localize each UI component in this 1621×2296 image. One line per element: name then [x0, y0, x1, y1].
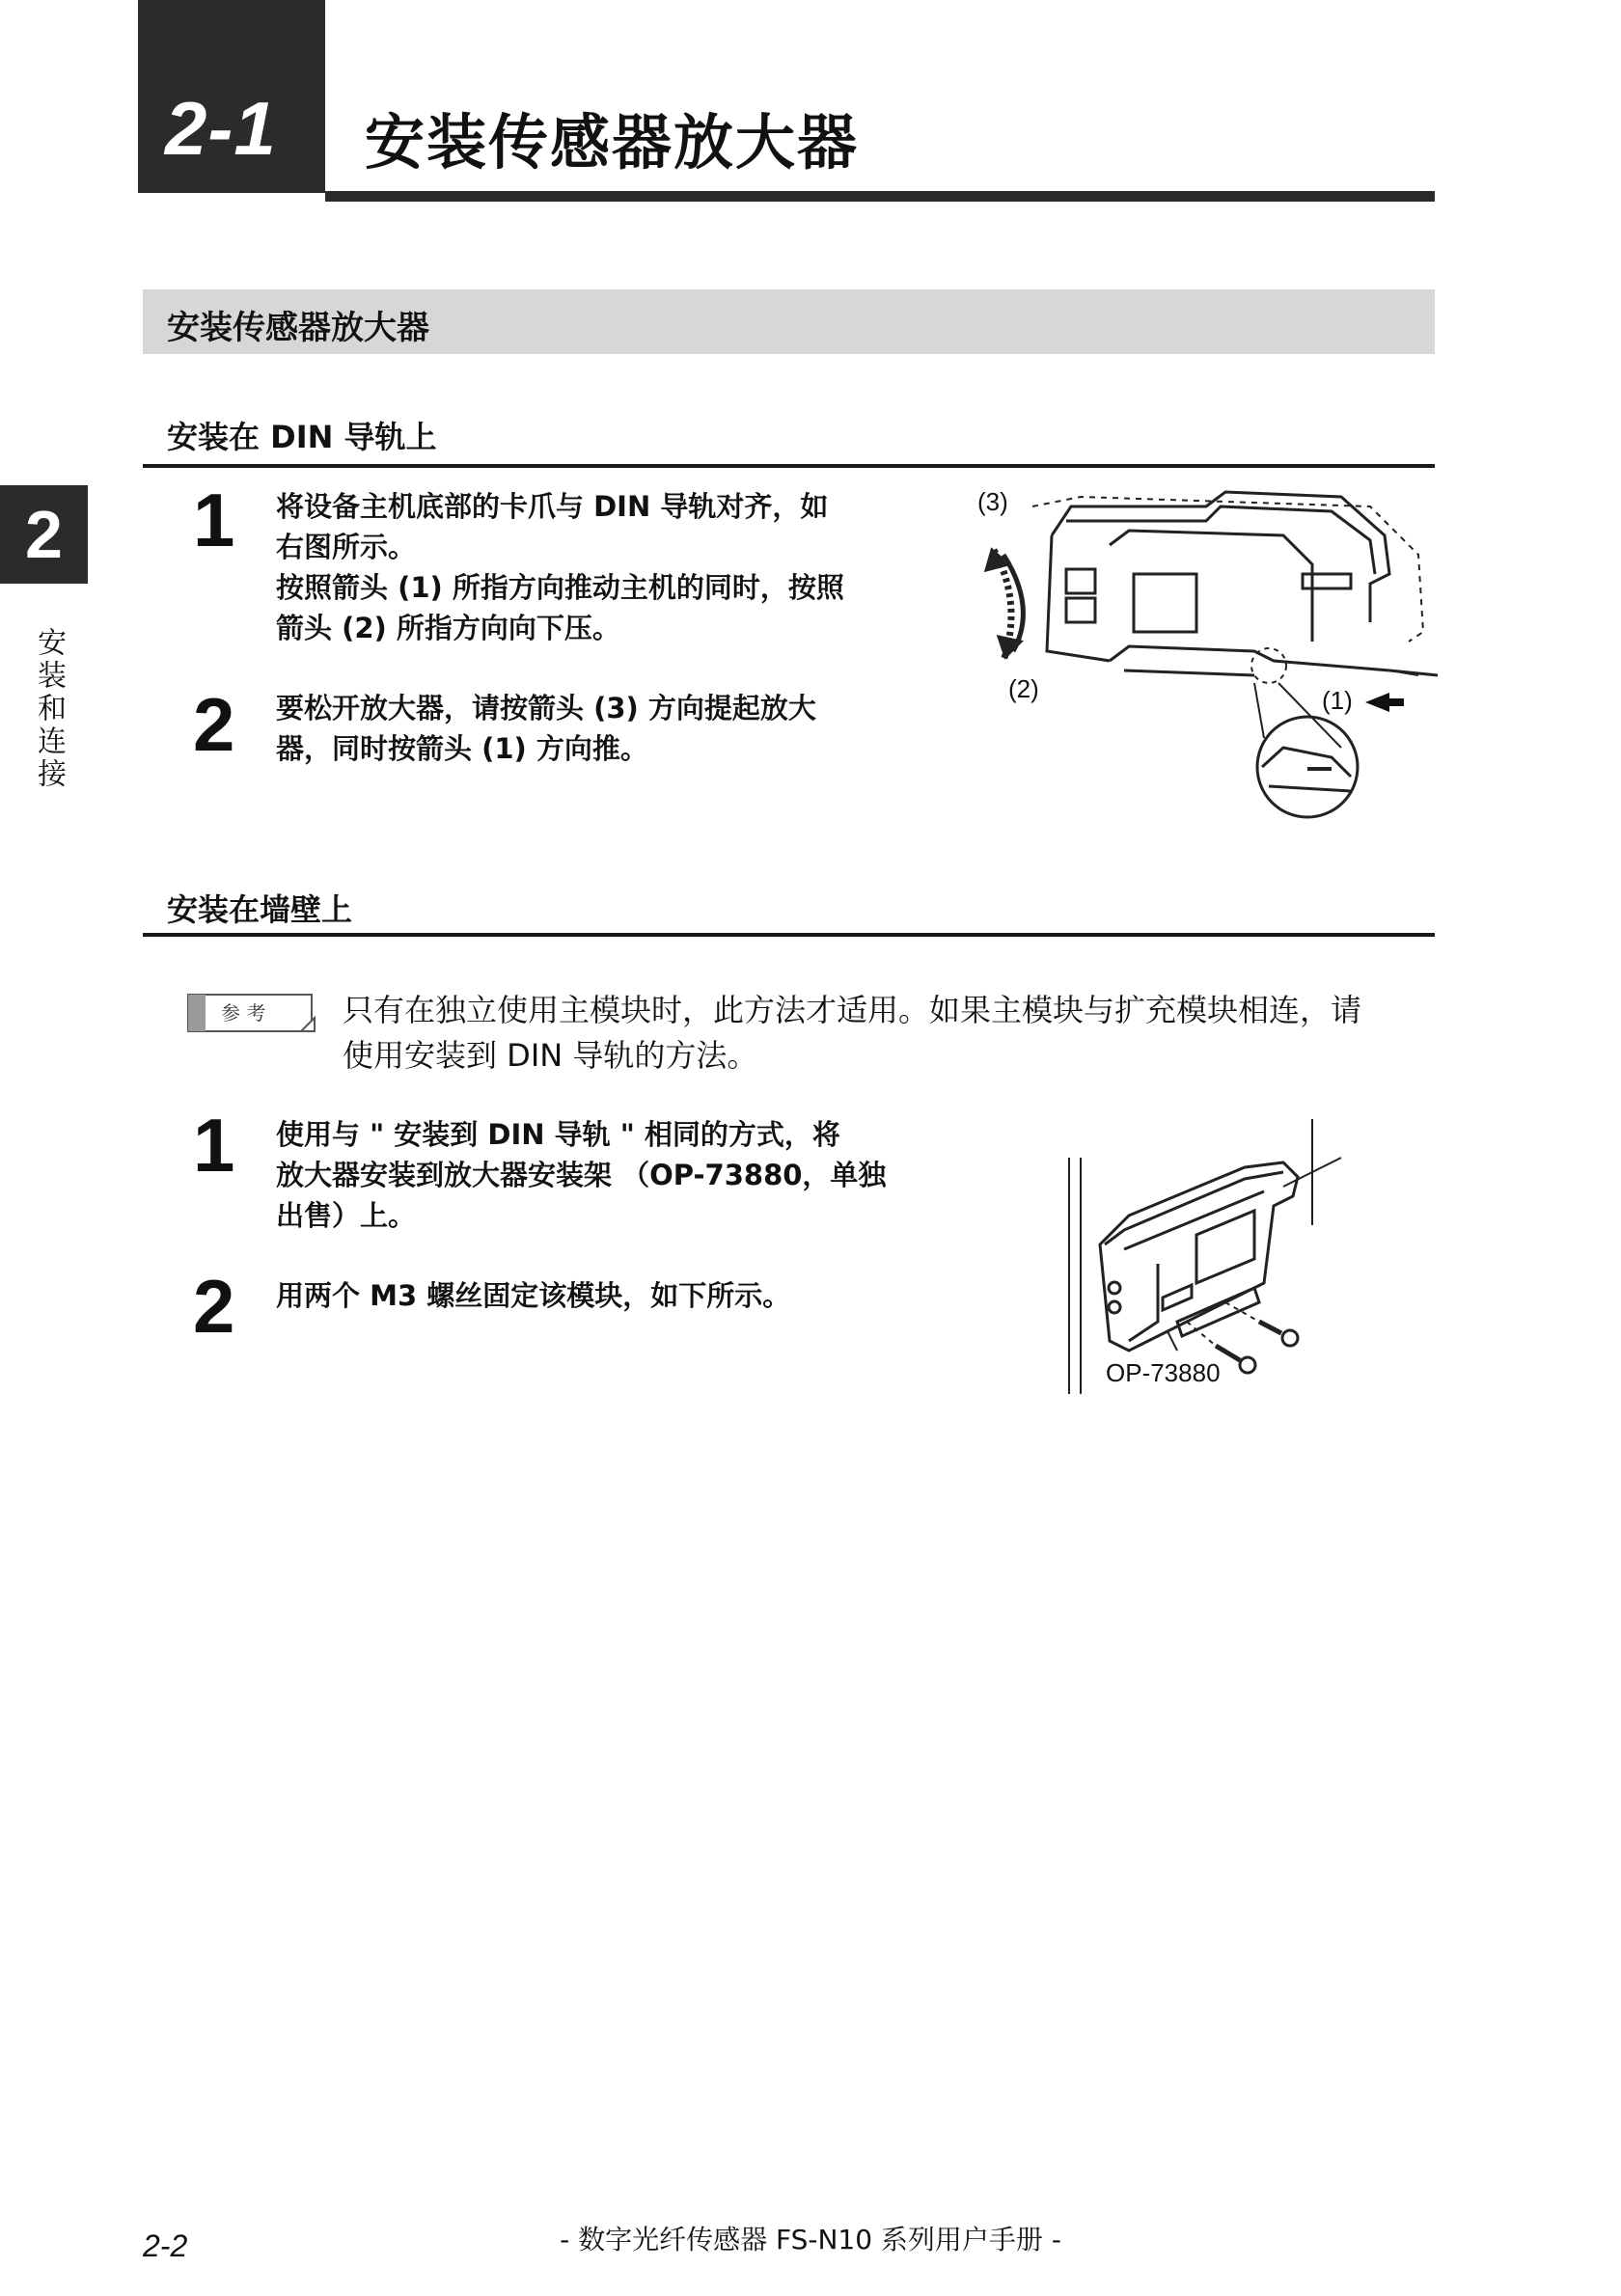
wall-mount-figure — [1052, 1119, 1341, 1399]
wall-step-2-line-1: 用两个 M3 螺丝固定该模块，如下所示。 — [276, 1279, 791, 1312]
din-step-1-line-4: 箭头 (2) 所指方向向下压。 — [276, 612, 620, 644]
footer-title: - 数字光纤传感器 FS-N10 系列用户手册 - — [560, 2224, 1061, 2255]
note-badge — [187, 994, 322, 1032]
wall-step-2-text — [276, 1275, 1000, 1316]
wall-rule — [143, 933, 1435, 937]
wall-step-1-text — [276, 1114, 1000, 1236]
wall-heading: 安装在墙壁上 — [167, 891, 353, 928]
wall-step-1-number: 1 — [193, 1103, 235, 1188]
note-line-2: 使用安装到 DIN 导轨的方法。 — [343, 1037, 758, 1074]
chapter-rule — [325, 191, 1435, 202]
op-73880-label: OP-73880 — [1106, 1358, 1221, 1387]
note-badge-label: 参 考 — [221, 1001, 266, 1025]
din-rule — [143, 464, 1435, 468]
note-text — [343, 988, 1442, 1079]
chapter-side-tab — [0, 485, 88, 584]
note-line-1: 只有在独立使用主模块时，此方法才适用。如果主模块与扩充模块相连，请 — [343, 992, 1362, 1028]
din-step-1-line-3: 按照箭头 (1) 所指方向推动主机的同时，按照 — [276, 571, 844, 604]
din-heading: 安装在 DIN 导轨上 — [167, 419, 437, 455]
din-rail-figure — [965, 478, 1447, 825]
din-step-2-number: 2 — [193, 682, 235, 767]
din-step-1-line-2: 右图所示。 — [276, 531, 417, 563]
din-step-2-line-2: 器，同时按箭头 (1) 方向推。 — [276, 732, 648, 765]
wall-step-1-line-3: 出售）上。 — [276, 1199, 417, 1232]
label-3: (3) — [977, 487, 1008, 516]
wall-step-2-number: 2 — [193, 1264, 235, 1349]
din-step-1-number: 1 — [193, 478, 235, 562]
side-tab-label: 安装和连接 — [32, 627, 66, 791]
wall-step-1-line-1: 使用与 " 安装到 DIN 导轨 " 相同的方式，将 — [276, 1118, 840, 1151]
din-step-2-line-1: 要松开放大器，请按箭头 (3) 方向提起放大 — [276, 692, 816, 724]
label-2: (2) — [1008, 674, 1039, 703]
label-1: (1) — [1322, 686, 1353, 715]
din-step-1-text — [276, 486, 951, 648]
din-step-1-line-1: 将设备主机底部的卡爪与 DIN 导轨对齐，如 — [276, 490, 829, 523]
din-step-2-text — [276, 688, 951, 769]
chapter-number: 2-1 — [165, 86, 277, 171]
chapter-title: 安装传感器放大器 — [365, 107, 860, 178]
page-number: 2-2 — [143, 2228, 188, 2263]
section-title: 安装传感器放大器 — [167, 309, 429, 347]
wall-step-1-line-2: 放大器安装到放大器安装架 （OP-73880，单独 — [276, 1159, 887, 1191]
side-tab-number: 2 — [25, 497, 63, 572]
chapter-number-box — [138, 0, 325, 193]
